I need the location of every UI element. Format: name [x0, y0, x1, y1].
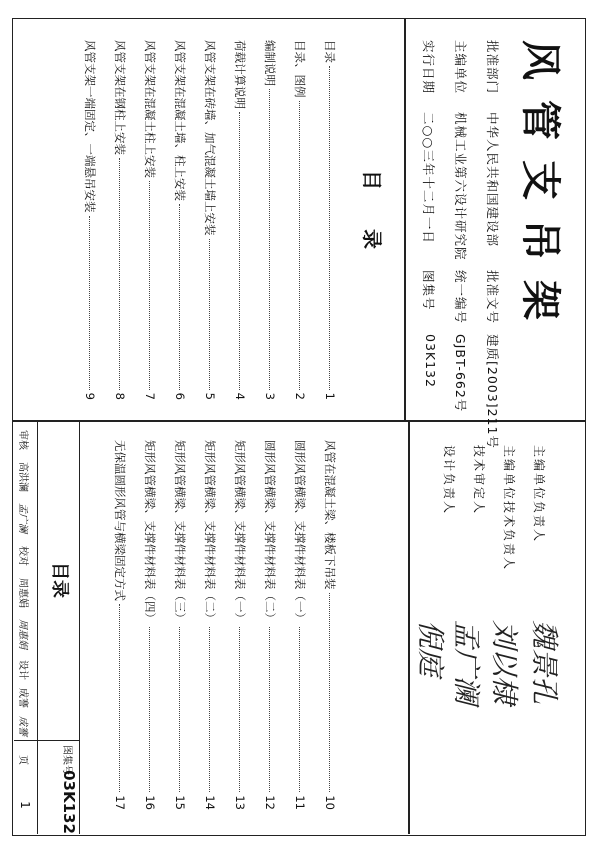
toc-item-label: 圆形风管横梁、支撑件材料表（二）	[263, 440, 277, 624]
toc-item[interactable]	[142, 440, 158, 810]
toc-item[interactable]	[262, 440, 278, 810]
signature-role-4: 设计负责人	[442, 445, 456, 516]
toc-item-label: 矩形风管横梁、支撑件材料表（三）	[173, 440, 187, 624]
toc-leader	[269, 627, 270, 792]
toc-item-page: 13	[233, 795, 247, 810]
toc-item-label: 风管在混凝土梁、楼板下吊装	[323, 440, 337, 590]
toc-item-page: 14	[203, 795, 217, 810]
cover-row-2-left-label: 主编单位	[453, 40, 468, 95]
toc-item-label: 无保温圆形风管与横梁固定方式	[113, 440, 127, 601]
title-block-staff-role-2: 校对	[17, 546, 28, 566]
cover-title: 风管支吊架	[517, 40, 563, 340]
toc-item[interactable]	[262, 40, 278, 400]
signature-divider	[408, 420, 410, 834]
toc-item-page: 15	[173, 795, 187, 810]
title-block-staff-role-3: 设计	[17, 660, 28, 680]
toc-item-label: 目录、图例	[293, 40, 307, 98]
cover-row-1-right-label: 批准文号	[485, 270, 500, 325]
toc-item-page: 7	[143, 392, 157, 400]
title-block-staff-name-1: 高洪澜	[17, 462, 28, 492]
toc-item-label: 风管支架在砖墙、加气混凝土墙上安装	[203, 40, 217, 236]
toc-item-label: 目录	[323, 40, 337, 63]
toc-item-label: 矩形风管横梁、支撑件材料表（一）	[233, 440, 247, 624]
title-block-staff-sig-1: 孟广澜	[17, 503, 28, 533]
toc-item-label: 风管支架在混凝土墙、柱上安装	[173, 40, 187, 201]
toc-leader	[299, 101, 300, 390]
toc-item[interactable]	[292, 440, 308, 810]
toc-item[interactable]	[112, 40, 128, 400]
toc-item-page: 2	[293, 392, 307, 400]
toc-item-label: 风管支架在钢柱上安装	[113, 40, 127, 155]
toc-leader	[149, 181, 150, 390]
toc-item[interactable]	[112, 440, 128, 810]
title-block-sheet-title: 目录	[49, 562, 70, 598]
title-block-top	[79, 420, 80, 834]
toc-item-label: 矩形风管横梁、支撑件材料表（二）	[203, 440, 217, 624]
title-block-page-value: 1	[18, 801, 32, 809]
cover-row-1-left-label: 批准部门	[485, 40, 500, 95]
toc-item[interactable]	[82, 40, 98, 400]
toc-leader	[329, 593, 330, 793]
title-block-staff-name-2: 周惠娟	[17, 578, 28, 608]
toc-leader	[179, 204, 180, 390]
toc-leader	[179, 627, 180, 792]
toc-item-page: 6	[173, 392, 187, 400]
toc-item-page: 4	[233, 392, 247, 400]
toc-item-page: 11	[293, 795, 307, 810]
toc-leader	[299, 627, 300, 792]
title-block-vsplit	[14, 740, 80, 741]
handwritten-signature-3: 孟广澜	[450, 620, 483, 705]
cover-row-3-right-label: 图集号	[421, 270, 436, 311]
toc-item-label: 矩形风管横梁、支撑件材料表（四）	[143, 440, 157, 624]
toc-item[interactable]	[172, 40, 188, 400]
toc-leader	[329, 66, 330, 390]
toc-item[interactable]	[232, 40, 248, 400]
toc-item-page: 9	[83, 392, 97, 400]
toc-item[interactable]	[232, 440, 248, 810]
toc-item[interactable]	[322, 40, 338, 400]
signature-role-3: 技术审定人	[472, 445, 486, 516]
cover-row-1-left-value: 中华人民共和国建设部	[485, 112, 500, 248]
cover-divider	[404, 18, 406, 422]
toc-item[interactable]	[202, 40, 218, 400]
toc-item[interactable]	[142, 40, 158, 400]
toc-heading: 目 录	[360, 170, 384, 265]
toc-item-label: 风管支架一端固定、一端悬吊安装	[83, 40, 97, 213]
toc-item-page: 17	[113, 795, 127, 810]
signature-role-2: 主编单位技术负责人	[502, 445, 516, 572]
title-block-staff-role-1: 审核	[17, 430, 28, 450]
toc-item[interactable]	[292, 40, 308, 400]
toc-leader	[209, 239, 210, 390]
toc-leader	[239, 627, 240, 792]
toc-item-page: 5	[203, 392, 217, 400]
toc-leader	[269, 89, 270, 390]
cover-row-3-left-label: 实行日期	[421, 40, 436, 95]
toc-item-label: 风管支架在混凝土柱上安装	[143, 40, 157, 178]
cover-row-2-right-label: 统一编号	[453, 270, 468, 325]
toc-item-page: 8	[113, 392, 127, 400]
title-block-staff-sig-3: 成謇	[17, 716, 28, 736]
toc-item[interactable]	[322, 440, 338, 810]
toc-item-label: 荷载计算说明	[233, 40, 247, 109]
toc-leader	[89, 216, 90, 390]
toc-leader	[119, 604, 120, 792]
handwritten-signature-2: 刘以棣	[488, 620, 521, 705]
toc-item-page: 10	[323, 795, 337, 810]
title-block-page-label: 页	[17, 755, 28, 765]
toc-item-page: 1	[323, 392, 337, 400]
cover-row-3-right-value: 03K132	[423, 334, 438, 388]
toc-leader	[149, 627, 150, 792]
signature-role-1: 主编单位负责人	[532, 445, 546, 544]
toc-item-page: 12	[263, 795, 277, 810]
title-block-staff-name-3: 成謇	[17, 688, 28, 708]
title-block-atlas-value: 03K132	[60, 770, 78, 834]
handwritten-signature-1: 魏景孔	[528, 620, 561, 705]
title-block-mid	[37, 420, 38, 834]
toc-item-label: 编制说明	[263, 40, 277, 86]
title-block-staff-sig-2: 周惠娟	[17, 619, 28, 649]
toc-item[interactable]	[172, 440, 188, 810]
toc-leader	[239, 112, 240, 390]
cover-row-2-right-value: GJBT-662号	[453, 334, 468, 413]
toc-item-page: 16	[143, 795, 157, 810]
title-block-atlas-label: 图集号	[61, 745, 72, 775]
cover-row-2-left-value: 机械工业第六设计研究院	[453, 112, 468, 261]
cover-row-1-right-value: 建质[2003]211号	[485, 334, 500, 449]
toc-item[interactable]	[202, 440, 218, 810]
toc-leader	[119, 158, 120, 390]
cover-row-3-left-value: 二○○三年十二月一日	[421, 112, 436, 244]
toc-leader	[209, 627, 210, 792]
toc-item-page: 3	[263, 392, 277, 400]
toc-item-label: 圆形风管横梁、支撑件材料表（一）	[293, 440, 307, 624]
handwritten-signature-4: 倪庭	[414, 620, 447, 677]
